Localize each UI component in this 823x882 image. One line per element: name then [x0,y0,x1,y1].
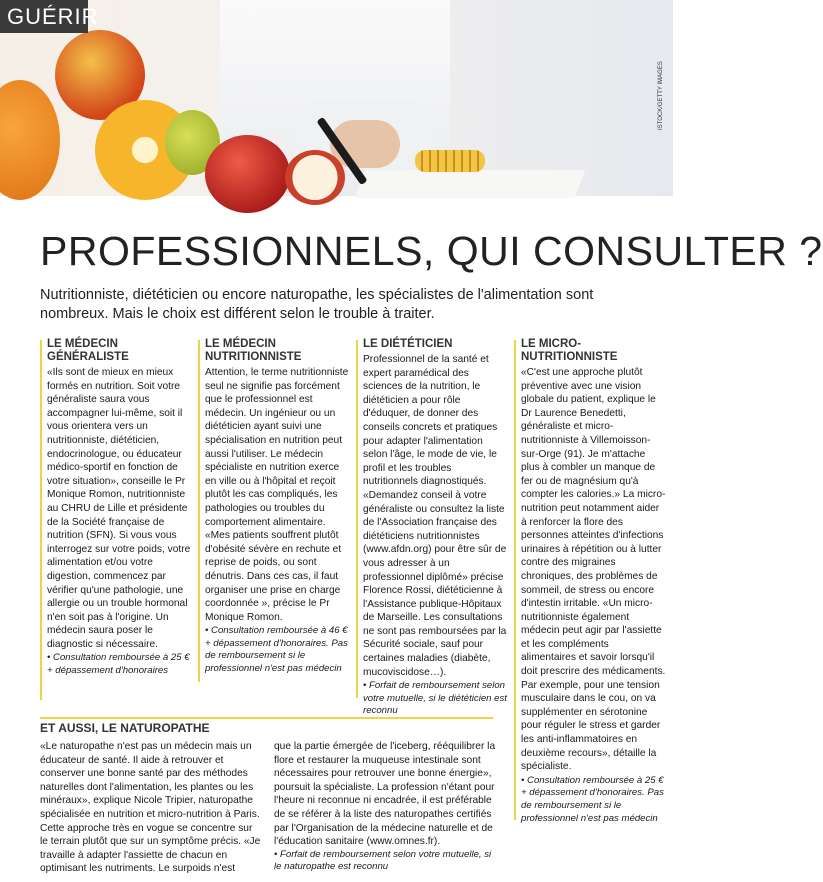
naturopathe-text: «Le naturopathe n'est pas un médecin mais un éducateur de santé. Il aide à retrouver et conserver une bonne santé par des méthodes naturelles dont l'alimentation, les plantes ou les minéraux», explique Nicole Tripier, naturopathe spécialisée en nutrition et micro-nutrition à Paris. Cette approche très en vogue se concentre sur le terrain plutôt que sur un symptôme précis. «Je travaille à adapter l'assiette de chacun en optimisant les nutriments. Le surpoids n'est [40,741,261,875]
naturopathe-column-2 [274,740,496,874]
column-rule [514,340,516,820]
page-title: PROFESSIONNELS, QUI CONSULTER ? [40,228,823,274]
naturopathe-text: que la partie émergée de l'iceberg, rééquilibrer la flore et restaurer la muqueuse intestinale sont nécessaires pour retrouver une bonne énergie», poursuit la spécialiste. La profession n'étant pour l'heure ni reconnue ni encadrée, il est préférable de se référer à la liste des naturopathes certifiés par l'Organisation de la médecine naturelle et de l'éducation sanitaire (www.omnes.fr). [274,741,496,848]
red-apple-icon [205,135,290,213]
column-body: «Ils sont de mieux en mieux formés en nutrition. Soit votre généraliste saura vous accompagner lui-même, soit il vous orientera vers un nutritionniste, diététicien, endocrinologue, ou éducateur médico-sportif en fonction de votre situation», conseille le Pr Monique Romon, nutritionniste au CHRU de Lille et présidente de la Société française de nutrition (SFN). Si vous vous interrogez sur votre poids, votre alimentation et/ou votre digestion, commencez par vérifier qu'une pathologie, une allergie ou un trouble hormonal n'en soit pas à l'origine. Un médecin saura poser le diagnostic si nécessaire. [47,367,191,650]
column-nutritionniste [205,338,350,676]
column-heading: LE DIÉTÉTICIEN [363,338,453,350]
desk-surface [0,196,673,212]
column-heading: LE MÉDECIN GÉNÉRALISTE [47,338,129,363]
column-rule [198,340,200,682]
column-note: • Consultation remboursée à 25 € + dépassement d'honoraires [47,652,190,677]
column-body: «C'est une approche plutôt préventive avec une vision globale du patient, explique le Dr Laurence Benedetti, généraliste et micro-nutritionniste à Villemoisson-sur-Orge (91). Je m'attache plus à combler un manque de fer ou de magnésium qu'à compter les calories.» La micro-nutrition peut notamment aider à renforcer la flore des personnes atteintes d'infections urinaires à répétition ou à lutter contre des migraines chroniques, des problèmes de sommeil, de stress ou encore d'intestin irritable. «Un micro-nutritionniste également médecin peut agir par l'assiette et les compléments alimentaires et savoir lorsqu'il doit prescrire des médicaments. Par exemple, pour une tension musculaire dans le cou, on va supplémenter en sérotonine pour réguler le stress et garder les anti-inflammatoires en deuxième recours», détaille la spécialiste. [521,367,666,773]
header-photo [0,0,673,212]
column-body: Professionnel de la santé et expert paramédical des sciences de la nutrition, le diététicien a pour rôle d'éduquer, de donner des conseils concrets et pratiques pour adapter l'alimentation selon l'âge, le mode de vie, le profil et les troubles nutritionnels diagnostiqués. «Demandez conseil à votre généraliste ou consultez la liste de l'Association française des diététiciens nutritionnistes (www.afdn.org) pour être sûr de vous adresser à un professionnel diplômé» précise Florence Rossi, diététicienne à l'Assistance publique-Hôpitaux de Marseille. Les consultations ne sont pas remboursées par la Sécurité sociale, sauf pour certaines maladies (diabète, mucoviscidose…). [363,354,507,678]
section-divider [40,717,493,719]
cut-apple-icon [285,150,345,205]
intro-text: Nutritionniste, diététicien ou encore naturopathe, les spécialistes de l'alimentation sont nombreux. Mais le choix est différent selon le trouble à traiter. [40,287,594,322]
column-rule [40,340,42,700]
section-tag: GUÉRIR [0,0,88,33]
column-note: • Consultation remboursée à 46 € + dépassement d'honoraires. Pas de remboursement si le professionnel n'est pas médecin [205,625,348,675]
naturopathe-heading: ET AUSSI, LE NATUROPATHE [40,721,210,735]
orange-fruit-icon [0,80,60,200]
column-heading: LE MÉDECIN NUTRITIONNISTE [205,338,302,363]
measuring-tape-icon [415,150,485,172]
column-body: Attention, le terme nutritionniste seul ne signifie pas forcément que le professionnel est médecin. Un ingénieur ou un diététicien ayant suivi une spécialisation en nutrition peut aussi l'utiliser. Le médecin spécialiste en nutrition exerce en ville ou à l'hôpital et reçoit plutôt les cas compliqués, les pathologies ou troubles du comportement alimentaire. «Mes patients souffrent plutôt d'obésité sévère en rechute et reprise de poids, ou sont dénutris. Dans ces cas, il faut organiser une prise en charge coordonnée », précise le Pr Monique Romon. [205,367,349,623]
column-generaliste [47,338,192,678]
column-note: • Consultation remboursée à 25 € + dépassement d'honoraires. Pas de remboursement si le professionnel n'est pas médecin [521,774,664,824]
photo-credit: ISTOCK/GETTY IMAGES [658,61,664,130]
naturopathe-column-1 [40,740,262,876]
column-note: • Forfait de remboursement selon votre mutuelle, si le diététicien est reconnu [363,680,507,717]
paper-sheet [355,170,585,198]
column-rule [356,340,358,698]
naturopathe-note: • Forfait de remboursement selon votre mutuelle, si le naturopathe est reconnu [274,848,492,873]
column-dieteticien [363,338,508,718]
column-micro-nutritionniste [521,338,666,825]
column-heading: LE MICRO- NUTRITIONNISTE [521,338,618,363]
